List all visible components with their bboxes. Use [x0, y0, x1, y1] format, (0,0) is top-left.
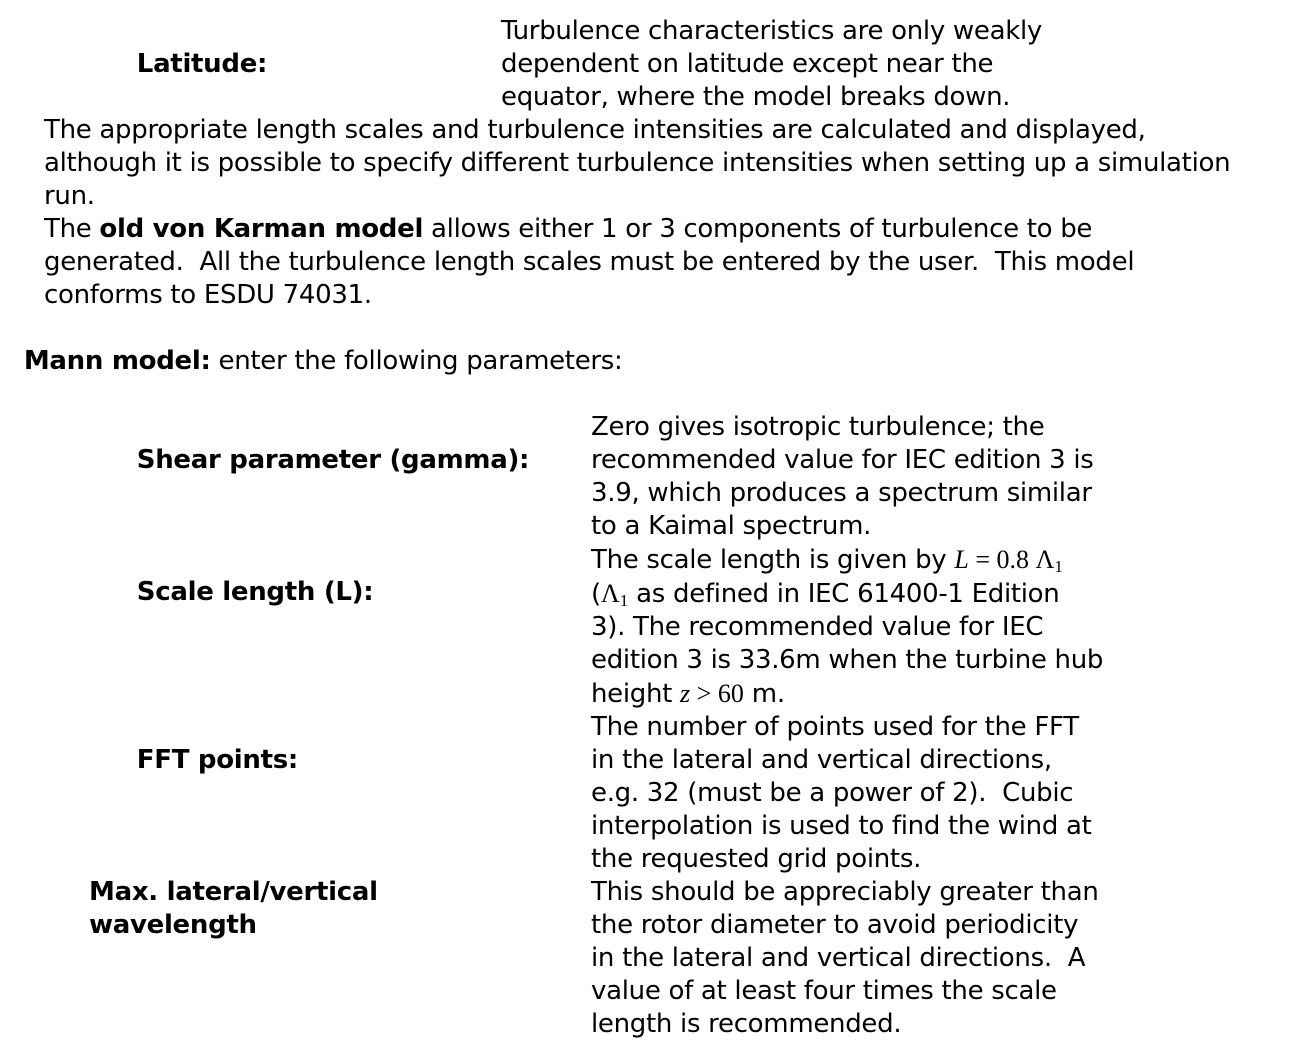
lambda-subscript: 1 — [1054, 556, 1063, 576]
fft-points-description — [591, 711, 1305, 876]
mann-model-label: Mann model: — [23, 346, 211, 376]
scale-desc-line-1 — [591, 543, 1305, 577]
von-karman-line-2: generated. All the turbulence length scales must be entered by the user. This model — [44, 247, 1135, 277]
mann-model-heading — [0, 312, 1305, 411]
formula-hub-height — [680, 679, 744, 708]
fft-desc-line-3: e.g. 32 (must be a power of 2). Cubic — [591, 778, 1074, 808]
von-karman-line-1 — [44, 213, 1305, 246]
scale-line2-text: as defined in IEC 61400-1 Edition — [628, 579, 1060, 609]
fft-points-term — [0, 711, 591, 810]
scale-line5-unit: m. — [743, 679, 785, 709]
von-karman-line1-pre: The — [44, 214, 100, 244]
shear-parameter-term — [0, 411, 591, 510]
scale-line1-text: The scale length is given by — [591, 545, 955, 575]
latitude-description — [501, 15, 1305, 114]
scale-desc-line-5 — [591, 677, 1305, 711]
lambda-subscript: 1 — [619, 590, 629, 610]
von-karman-line1-post: allows either 1 or 3 components of turbulence to be — [423, 214, 1093, 244]
latitude-desc-line-2: dependent on latitude except near the — [501, 49, 994, 79]
fft-desc-line-4: interpolation is used to find the wind at — [591, 811, 1092, 841]
von-karman-paragraph — [0, 213, 1305, 312]
scale-desc-line-4: edition 3 is 33.6m when the turbine hub — [591, 645, 1104, 675]
scale-desc-line-2 — [591, 577, 1305, 611]
latitude-term — [0, 15, 501, 114]
formula-greater-60: > 60 — [690, 679, 744, 708]
fft-desc-line-1: The number of points used for the FFT — [591, 712, 1079, 742]
fft-points-entry — [0, 711, 1305, 876]
von-karman-line-3: conforms to ESDU 74031. — [44, 280, 372, 310]
max-wavelength-label-line-1: Max. lateral/vertical — [89, 877, 378, 907]
fft-desc-line-5: the requested grid points. — [591, 844, 922, 874]
max-wavelength-description — [591, 876, 1305, 1041]
scale-line5-text: height — [591, 679, 681, 709]
intro-line-3: run. — [44, 181, 95, 211]
scale-length-label: Scale length (L): — [136, 577, 374, 607]
scale-length-term — [0, 543, 591, 642]
shear-desc-line-4: to a Kaimal spectrum. — [591, 511, 872, 541]
max-wavelength-desc-line-5: length is recommended. — [591, 1009, 902, 1039]
latitude-desc-line-3: equator, where the model breaks down. — [501, 82, 1011, 112]
shear-parameter-description — [591, 411, 1305, 543]
intro-line-2: although it is possible to specify different turbulence intensities when setting up a simulation — [44, 148, 1231, 178]
latitude-desc-line-1: Turbulence characteristics are only weakly — [501, 16, 1042, 46]
formula-var-z: z — [680, 679, 691, 708]
intro-paragraph — [0, 114, 1305, 213]
intro-line-1: The appropriate length scales and turbulence intensities are calculated and displayed, — [44, 115, 1146, 145]
scale-line2-open-paren: ( — [591, 579, 601, 609]
fft-points-label: FFT points: — [136, 745, 299, 775]
max-wavelength-desc-line-2: the rotor diameter to avoid periodicity — [591, 910, 1079, 940]
latitude-entry — [0, 15, 1305, 114]
shear-parameter-entry — [0, 411, 1305, 543]
shear-desc-line-1: Zero gives isotropic turbulence; the — [591, 412, 1045, 442]
formula-var-L: L — [954, 545, 969, 574]
formula-lambda-glyph: Λ — [600, 579, 620, 608]
formula-scale-length — [954, 545, 1062, 574]
formula-lambda1 — [601, 579, 628, 608]
scale-length-entry — [0, 543, 1305, 711]
fft-desc-line-2: in the lateral and vertical directions, — [591, 745, 1052, 775]
max-wavelength-label-line-2: wavelength — [89, 910, 257, 940]
von-karman-bold-term: old von Karman model — [99, 214, 424, 244]
formula-equals-value: = 0.8 Λ — [968, 545, 1055, 574]
scale-desc-line-3: 3). The recommended value for IEC — [591, 612, 1044, 642]
max-wavelength-desc-line-4: value of at least four times the scale — [591, 976, 1057, 1006]
mann-model-text: enter the following parameters: — [210, 346, 623, 376]
shear-desc-line-3: 3.9, which produces a spectrum similar — [591, 478, 1092, 508]
max-wavelength-desc-line-1: This should be appreciably greater than — [591, 877, 1099, 907]
max-wavelength-desc-line-3: in the lateral and vertical directions. A — [591, 943, 1086, 973]
shear-parameter-label: Shear parameter (gamma): — [136, 445, 530, 475]
scale-length-description — [591, 543, 1305, 711]
max-wavelength-term — [0, 876, 591, 942]
max-wavelength-entry — [0, 876, 1305, 1041]
shear-desc-line-2: recommended value for IEC edition 3 is — [591, 445, 1094, 475]
latitude-label: Latitude: — [136, 49, 268, 79]
